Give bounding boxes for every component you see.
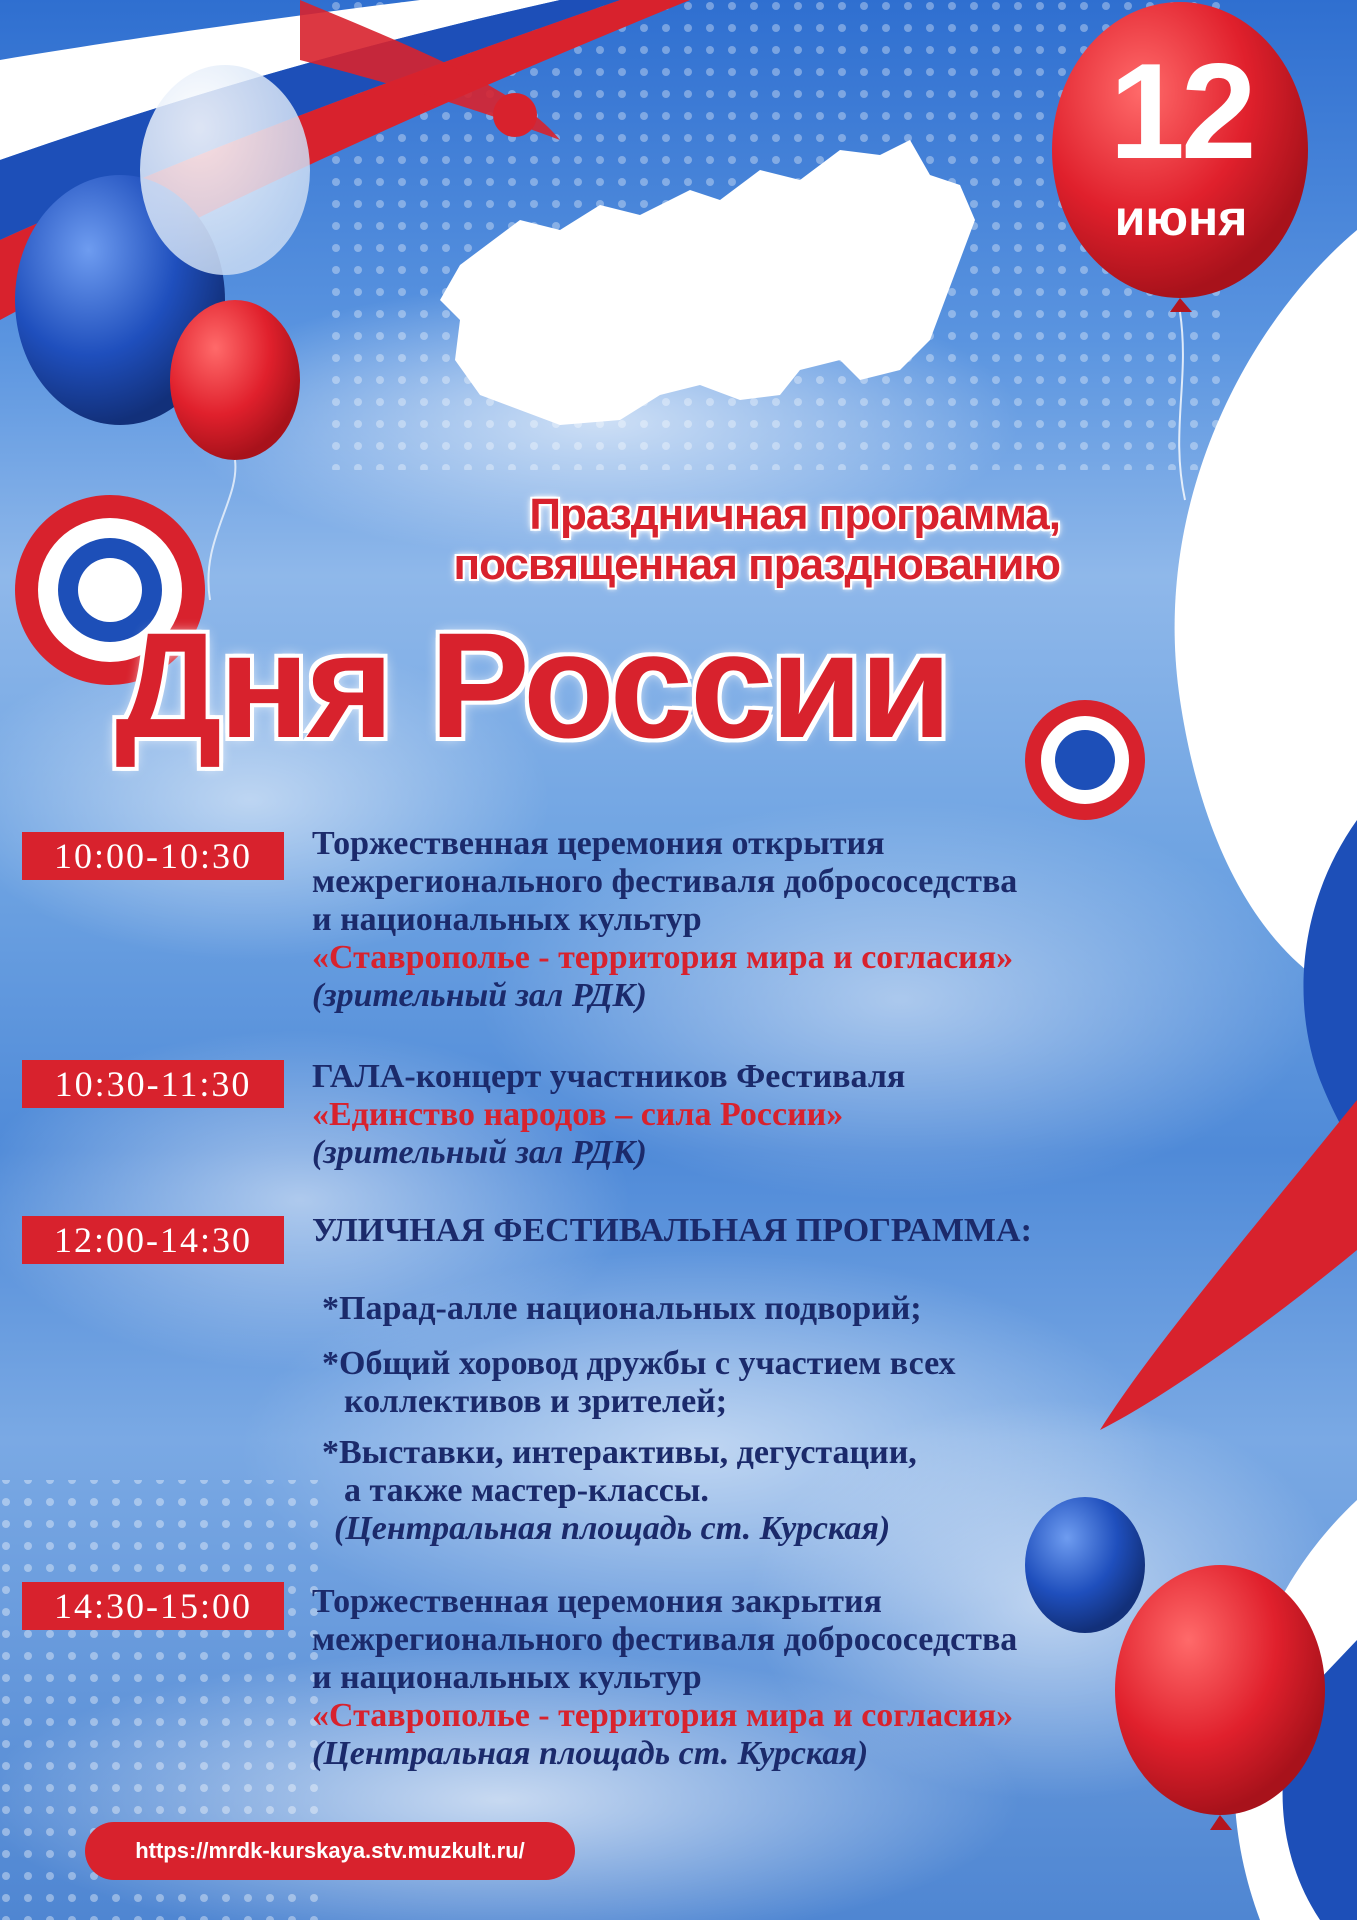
event-item bbox=[312, 1583, 1312, 1773]
subtitle-line-2: посвященная празднованию bbox=[453, 540, 1060, 589]
event-line: и национальных культур bbox=[312, 1659, 702, 1696]
event-item bbox=[312, 825, 1312, 1015]
list-item-text: *Парад-алле национальных подворий; bbox=[322, 1290, 922, 1327]
website-link[interactable]: https://mrdk-kurskaya.stv.muzkult.ru/ bbox=[85, 1822, 575, 1880]
event-time: 14:30-15:00 bbox=[22, 1582, 284, 1630]
subtitle bbox=[340, 490, 1060, 590]
event-highlight: «Ставрополье - территория мира и согласия» bbox=[312, 939, 1014, 976]
list-item-text: *Выставки, интерактивы, дегустации, bbox=[322, 1434, 917, 1471]
list-item-text: коллективов и зрителей; bbox=[344, 1383, 728, 1420]
event-item bbox=[334, 1510, 1334, 1548]
event-line: и национальных культур bbox=[312, 901, 702, 938]
date-day: 12 bbox=[1109, 35, 1253, 187]
event-highlight: «Единство народов – сила России» bbox=[312, 1096, 844, 1133]
date-badge bbox=[1055, 15, 1307, 305]
list-item bbox=[322, 1434, 1222, 1510]
event-location: (зрительный зал РДК) bbox=[312, 1134, 647, 1171]
event-line: Торжественная церемония открытия bbox=[312, 825, 885, 862]
event-item bbox=[312, 1212, 1312, 1250]
event-line: межрегионального фестиваля добрососедства bbox=[312, 1621, 1018, 1658]
event-time: 12:00-14:30 bbox=[22, 1216, 284, 1264]
date-month: июня bbox=[1114, 190, 1248, 246]
event-line: Торжественная церемония закрытия bbox=[312, 1583, 882, 1620]
event-location: (зрительный зал РДК) bbox=[312, 977, 647, 1014]
list-item-text: *Общий хоровод дружбы с участием всех bbox=[322, 1345, 956, 1382]
event-location: (Центральная площадь ст. Курская) bbox=[334, 1510, 891, 1547]
event-highlight: «Ставрополье - территория мира и согласия» bbox=[312, 1697, 1014, 1734]
event-line: межрегионального фестиваля добрососедства bbox=[312, 863, 1018, 900]
event-line: УЛИЧНАЯ ФЕСТИВАЛЬНАЯ ПРОГРАММА: bbox=[312, 1212, 1032, 1249]
event-time: 10:30-11:30 bbox=[22, 1060, 284, 1108]
event-line: ГАЛА-концерт участников Фестиваля bbox=[312, 1058, 906, 1095]
page-title: Дня России bbox=[115, 601, 949, 769]
list-item bbox=[322, 1290, 1222, 1328]
event-item bbox=[312, 1058, 1312, 1172]
event-location: (Центральная площадь ст. Курская) bbox=[312, 1735, 869, 1772]
list-item-text: а также мастер-классы. bbox=[344, 1472, 709, 1509]
event-time: 10:00-10:30 bbox=[22, 832, 284, 880]
list-item bbox=[322, 1345, 1222, 1421]
subtitle-line-1: Праздничная программа, bbox=[529, 490, 1060, 539]
